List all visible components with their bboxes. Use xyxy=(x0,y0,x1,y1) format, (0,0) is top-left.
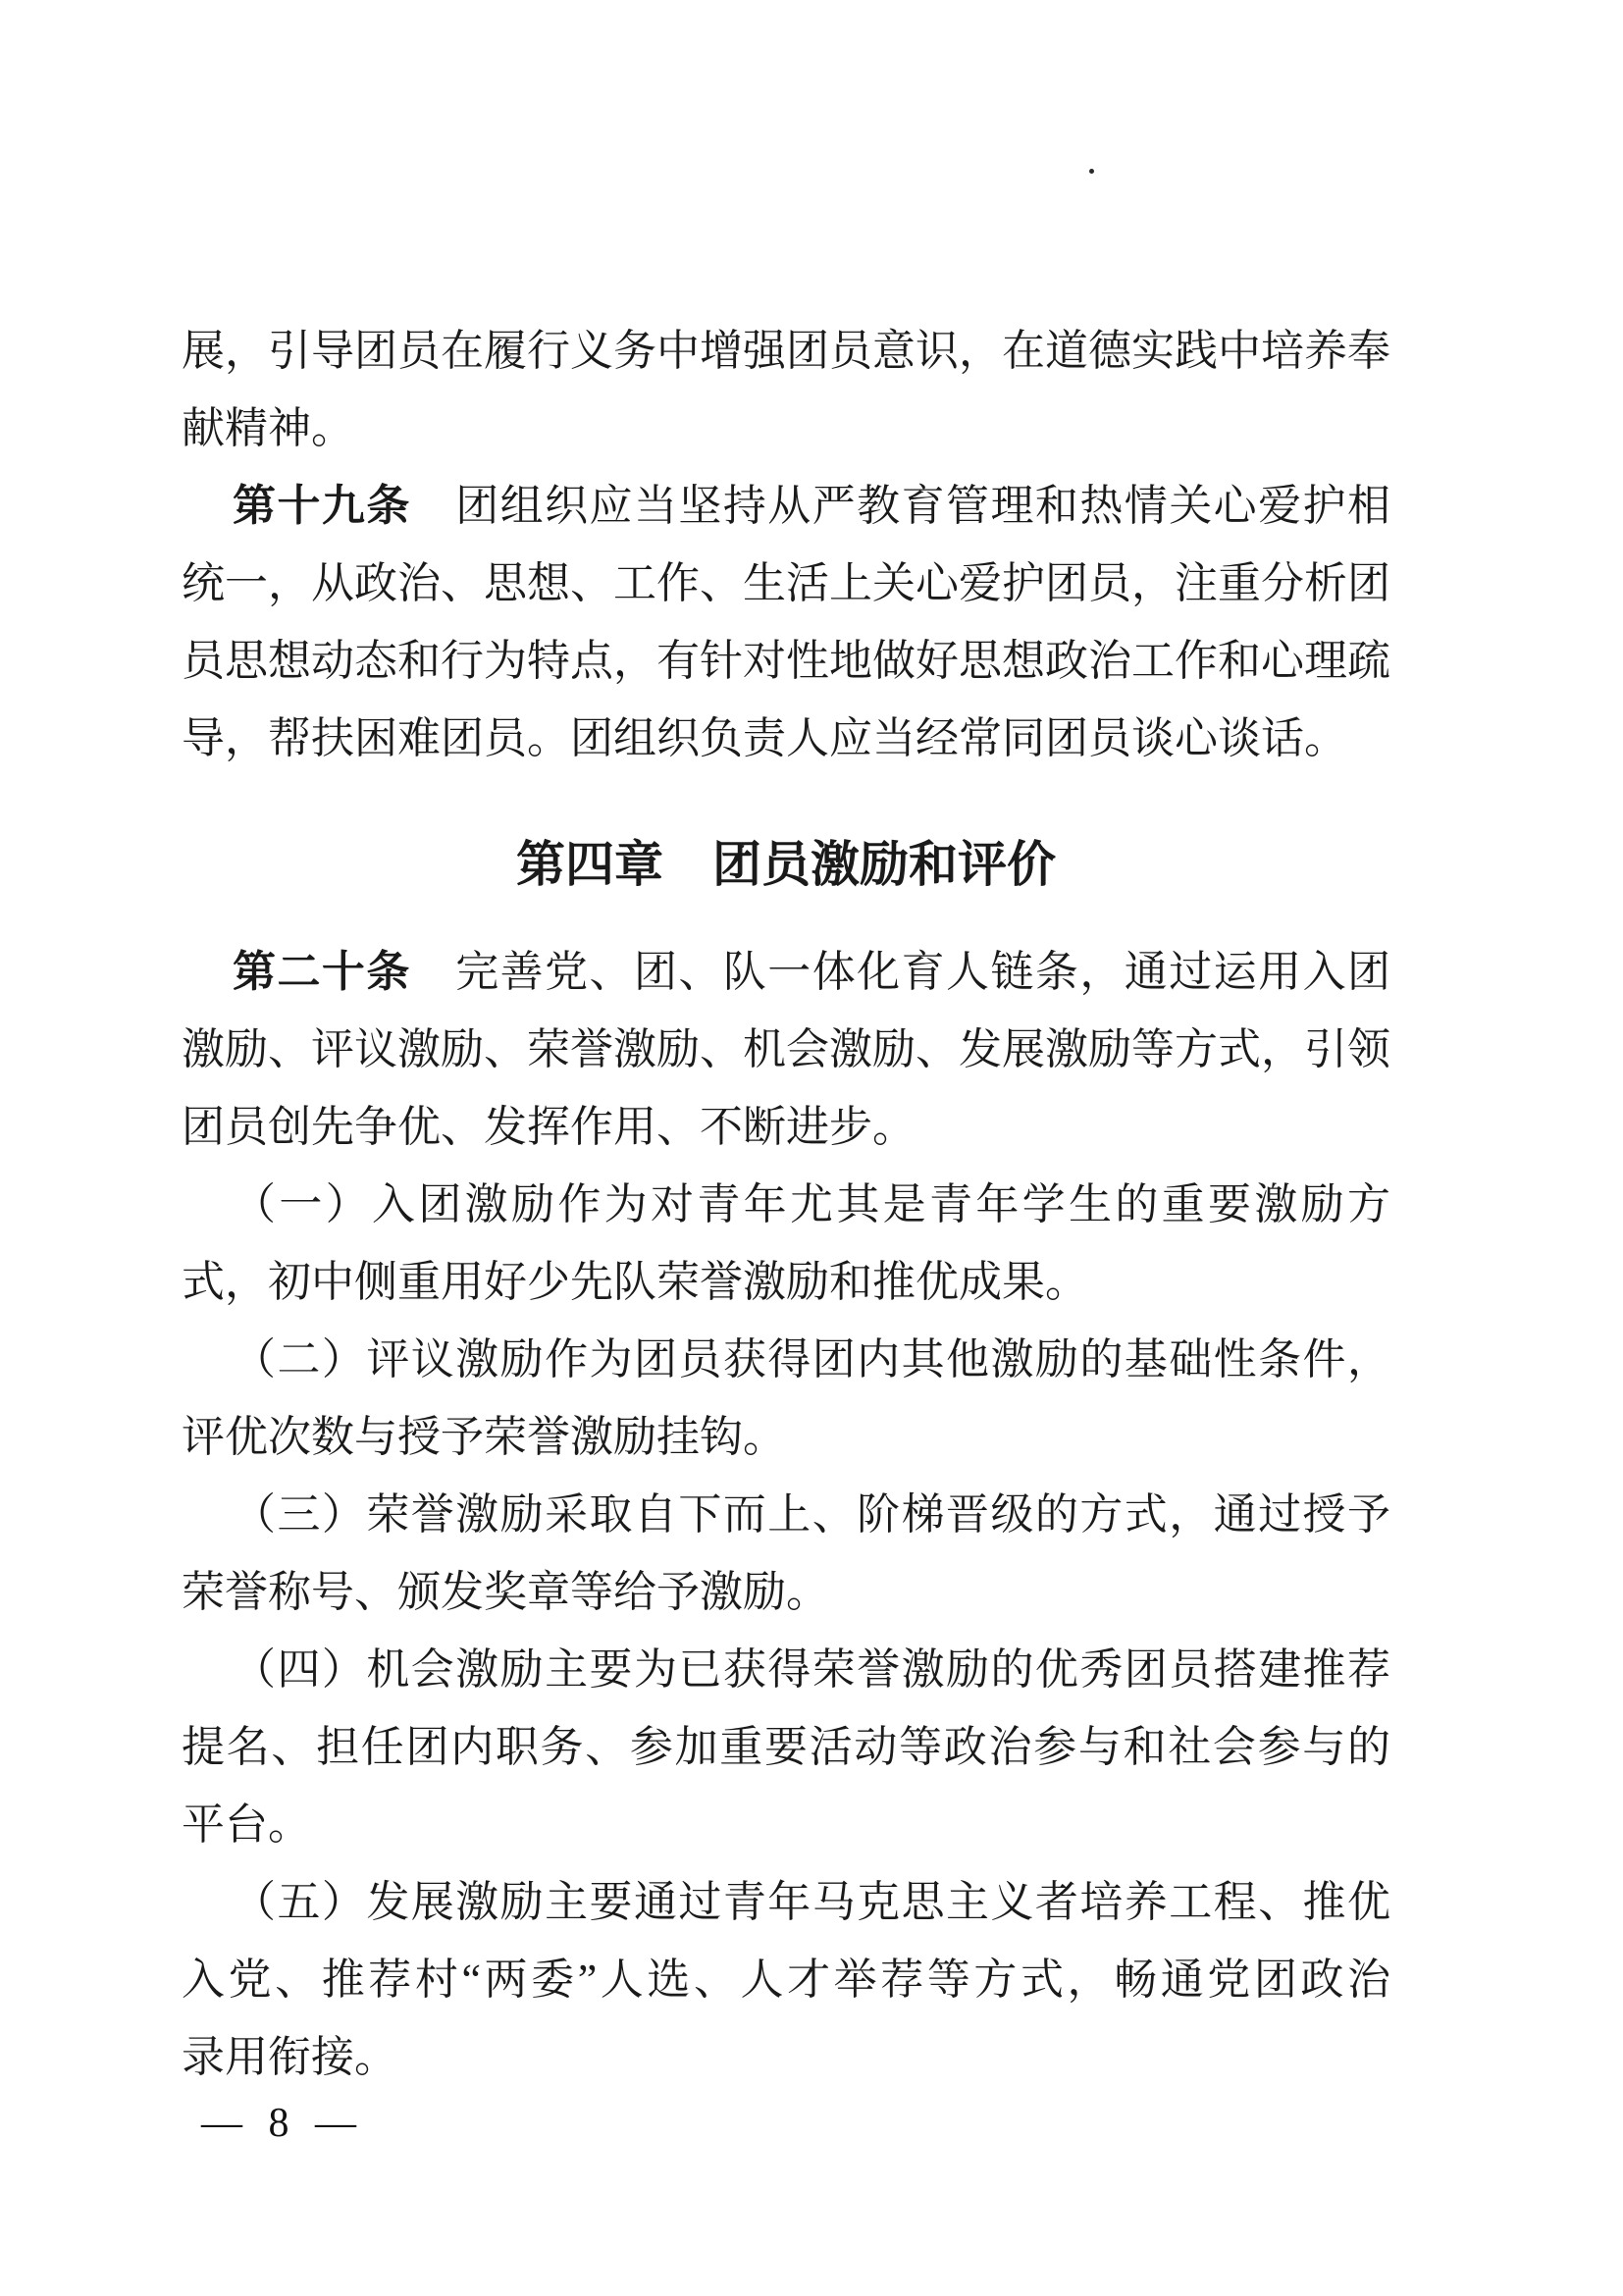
bold-text-run: 第四章 团员激励和评价 xyxy=(516,837,1056,892)
text-run: 式，初中侧重用好少先队荣誉激励和推优成果。 xyxy=(182,1258,1088,1306)
text-line xyxy=(182,312,1390,390)
text-line xyxy=(182,1553,1390,1631)
text-run: 入党、推荐村“两委”人选、人才举荐等方式，畅通党团政治 xyxy=(182,1956,1390,2004)
text-line xyxy=(182,1476,1390,1553)
text-run: 平台。 xyxy=(182,1800,311,1849)
text-line xyxy=(182,2018,1390,2096)
text-line xyxy=(182,1166,1390,1243)
text-run: （五）发展激励主要通过青年马克思主义者培养工程、推优 xyxy=(233,1878,1390,1926)
text-run: 展，引导团员在履行义务中增强团员意识，在道德实践中培养奉 xyxy=(182,327,1390,375)
document-body xyxy=(182,312,1390,2096)
text-run: （三）荣誉激励采取自下而上、阶梯晋级的方式，通过授予 xyxy=(233,1490,1390,1539)
text-run: 完善党、团、队一体化育人链条，通过运用入团 xyxy=(410,948,1391,996)
text-line xyxy=(182,467,1390,545)
text-run: 录用衔接。 xyxy=(182,2033,397,2081)
scan-speck xyxy=(1089,169,1094,174)
text-line xyxy=(182,1011,1390,1088)
text-run: （一）入团激励作为对青年尤其是青年学生的重要激励方 xyxy=(233,1180,1390,1228)
chapter-heading xyxy=(182,826,1390,904)
text-line xyxy=(182,1398,1390,1476)
text-line xyxy=(182,1941,1390,2018)
text-run: 团员创先争优、发挥作用、不断进步。 xyxy=(182,1103,916,1151)
text-run: 导，帮扶困难团员。团组织负责人应当经常同团员谈心谈话。 xyxy=(182,714,1347,762)
text-line xyxy=(182,1863,1390,1941)
text-run: （二）评议激励作为团员获得团内其他激励的基础性条件， xyxy=(233,1335,1390,1383)
text-run: 员思想动态和行为特点，有针对性地做好思想政治工作和心理疏 xyxy=(182,637,1390,685)
text-run: （四）机会激励主要为已获得荣誉激励的优秀团员搭建推荐 xyxy=(233,1645,1390,1694)
text-line xyxy=(182,1243,1390,1321)
text-run: 激励、评议激励、荣誉激励、机会激励、发展激励等方式，引领 xyxy=(182,1025,1390,1073)
text-run: 献精神。 xyxy=(182,404,354,452)
text-line xyxy=(182,390,1390,467)
text-line xyxy=(182,1708,1390,1786)
page-number: — 8 — xyxy=(201,2101,364,2146)
text-run: 评优次数与授予荣誉激励挂钩。 xyxy=(182,1413,786,1461)
text-run: 提名、担任团内职务、参加重要活动等政治参与和社会参与的 xyxy=(182,1723,1390,1771)
text-line xyxy=(182,700,1390,777)
text-line xyxy=(182,1631,1390,1708)
bold-text-run: 第十九条 xyxy=(233,482,411,530)
text-run: 荣誉称号、颁发奖章等给予激励。 xyxy=(182,1568,829,1616)
text-run: 统一，从政治、思想、工作、生活上关心爱护团员，注重分析团 xyxy=(182,559,1390,607)
text-line xyxy=(182,1321,1390,1398)
bold-text-run: 第二十条 xyxy=(233,948,411,996)
text-line xyxy=(182,933,1390,1011)
text-line xyxy=(182,1786,1390,1863)
text-line xyxy=(182,545,1390,622)
text-line xyxy=(182,1088,1390,1166)
text-run: 团组织应当坚持从严教育管理和热情关心爱护相 xyxy=(410,482,1391,530)
text-line xyxy=(182,622,1390,700)
